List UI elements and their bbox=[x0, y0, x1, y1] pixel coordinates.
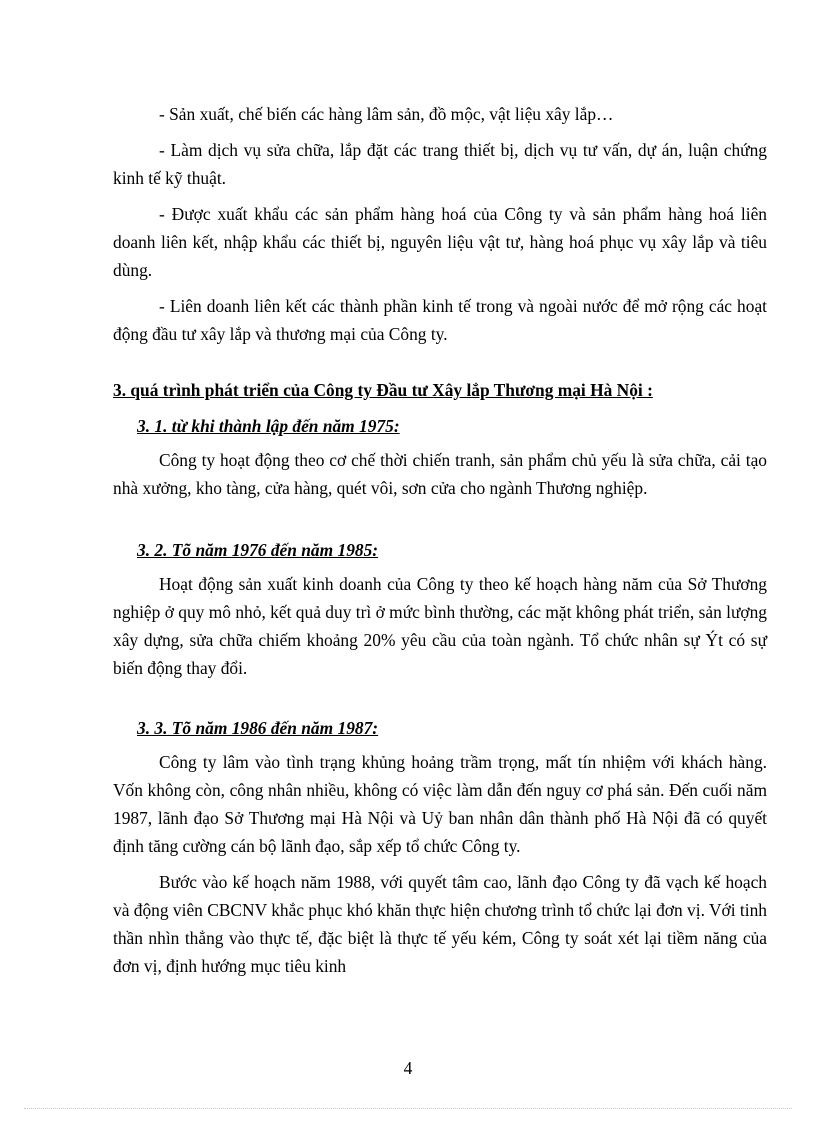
subsection-heading-2: 3. 2. Tõ năm 1976 đến năm 1985: bbox=[137, 540, 379, 560]
paragraph: Công ty hoạt động theo cơ chế thời chiến tranh, sản phẩm chủ yếu là sửa chữa, cải tạo nhà xưởng, kho tàng, cửa hàng, quét vôi, sơn cửa cho ngành Thương nghiệp. bbox=[113, 450, 767, 498]
subsection-body-2 bbox=[113, 570, 767, 682]
paragraph: Bước vào kế hoạch năm 1988, với quyết tâm cao, lãnh đạo Công ty đã vạch kế hoạch và động viên CBCNV khắc phục khó khăn thực hiện chương trình tổ chức lại đơn vị. Với tinh thần nhìn thẳng vào thực tế, đặc biệt là thực tế yếu kém, Công ty soát xét lại tiềm năng của đơn vị, định hướng mục tiêu kinh bbox=[113, 872, 767, 976]
section-heading: 3. quá trình phát triển của Công ty Đầu tư Xây lắp Thương mại Hà Nội : bbox=[113, 380, 653, 400]
subsection-body-1 bbox=[113, 446, 767, 502]
subsection-heading-3: 3. 3. Tõ năm 1986 đến năm 1987: bbox=[137, 718, 379, 738]
page-number: 4 bbox=[403, 1058, 413, 1078]
subsection-body-3 bbox=[113, 748, 767, 980]
footer-divider bbox=[24, 1108, 792, 1109]
list-item: - Liên doanh liên kết các thành phần kinh tế trong và ngoài nước để mở rộng các hoạt động đầu tư xây lắp và thương mại của Công ty. bbox=[113, 296, 767, 344]
list-item: - Làm dịch vụ sửa chữa, lắp đặt các trang thiết bị, dịch vụ tư vấn, dự án, luận chứng kinh tế kỹ thuật. bbox=[113, 140, 767, 188]
intro-list bbox=[113, 100, 767, 348]
list-item: - Sản xuất, chế biến các hàng lâm sản, đồ mộc, vật liệu xây lắp… bbox=[159, 104, 614, 124]
paragraph: Công ty lâm vào tình trạng khủng hoảng trầm trọng, mất tín nhiệm với khách hàng. Vốn không còn, công nhân nhiều, không có việc làm dẫn đến nguy cơ phá sản. Đến cuối năm 1987, lãnh đạo Sở Thương mại Hà Nội và Uỷ ban nhân dân thành phố Hà Nội đã có quyết định tăng cường cán bộ lãnh đạo, sắp xếp tổ chức Công ty. bbox=[113, 752, 767, 856]
list-item: - Được xuất khẩu các sản phẩm hàng hoá của Công ty và sản phẩm hàng hoá liên doanh liên kết, nhập khẩu các thiết bị, nguyên liệu vật tư, hàng hoá phục vụ xây lắp và tiêu dùng. bbox=[113, 204, 767, 280]
paragraph: Hoạt động sản xuất kinh doanh của Công ty theo kế hoạch hàng năm của Sở Thương nghiệp ở quy mô nhỏ, kết quả duy trì ở mức bình thường, các mặt không phát triển, sản lượng xây dựng, sửa chữa chiếm khoảng 20% yêu cầu của toàn ngành. Tổ chức nhân sự Ýt có sự biến động thay đổi. bbox=[113, 574, 767, 678]
subsection-heading-1: 3. 1. từ khi thành lập đến năm 1975: bbox=[137, 416, 400, 436]
